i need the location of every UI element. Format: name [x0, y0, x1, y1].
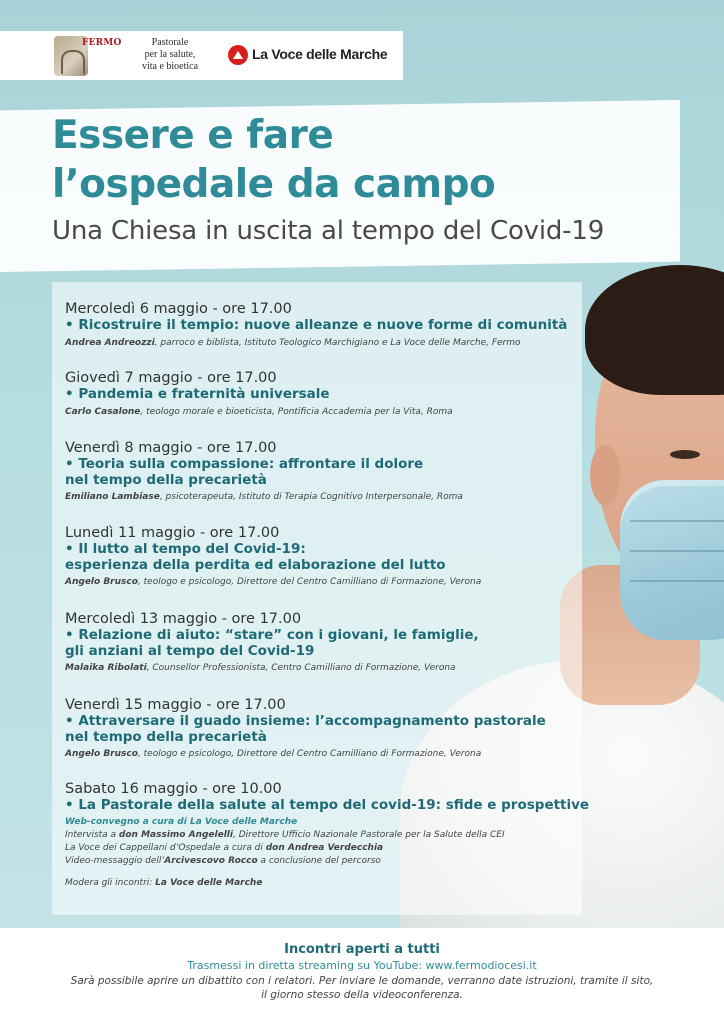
- event-item: [65, 610, 585, 674]
- event-speaker: Angelo Brusco, teologo e psicologo, Direttore del Centro Camilliano di Formazione, Verona: [65, 577, 482, 587]
- header-banner: [0, 31, 403, 80]
- event-speaker: Emiliano Lambiase, psicoterapeuta, Istituto di Terapia Cognitivo Interpersonale, Roma: [65, 492, 463, 502]
- event-item: [65, 524, 585, 588]
- footer-note-2: il giorno stesso della videoconferenza.: [261, 989, 463, 1001]
- event-talk: • Il lutto al tempo del Covid-19:: [65, 541, 306, 557]
- event-talk-cont: esperienza della perdita ed elaborazione del lutto: [65, 556, 446, 573]
- event-date: Venerdì 15 maggio - ore 17.00: [65, 697, 286, 713]
- newspaper-name: La Voce delle Marche: [252, 46, 388, 62]
- footer-note-1: Sarà possibile aprire un dibattito con i relatori. Per inviare le domande, verranno date istruzioni, tramite il sito,: [70, 975, 654, 987]
- footer-title: Incontri aperti a tutti: [284, 942, 440, 957]
- event-date: Giovedì 7 maggio - ore 17.00: [65, 370, 277, 386]
- moderator-note: Modera gli incontri: La Voce delle Marche: [65, 877, 263, 888]
- title-line-2: l’ospedale da campo: [52, 162, 496, 207]
- event-date: Sabato 16 maggio - ore 10.00: [65, 781, 282, 797]
- web-convegno-note: Web-convegno a cura di La Voce delle Marche: [65, 816, 298, 827]
- pastorale-label: Pastorale per la salute, vita e bioetica: [141, 37, 199, 72]
- event-talk: • Attraversare il guado insieme: l’accompagnamento pastorale: [65, 713, 546, 729]
- title-line-1: Essere e fare: [52, 113, 334, 158]
- event-speaker: Carlo Casalone, teologo morale e bioeticista, Pontificia Accademia per la Vita, Roma: [65, 406, 453, 417]
- event-date: Mercoledì 13 maggio - ore 17.00: [65, 611, 302, 627]
- event-talk: • Relazione di aiuto: “stare” con i giovani, le famiglie,: [65, 627, 479, 643]
- footer: [0, 928, 724, 1024]
- event-item: [65, 696, 585, 760]
- event-talk-cont: gli anziani al tempo del Covid-19: [65, 642, 315, 659]
- event-date: Venerdì 8 maggio - ore 17.00: [65, 440, 277, 456]
- diocese-label: FERMO: [82, 38, 122, 48]
- chaplains-note: La Voce dei Cappellani d’Ospedale a cura di don Andrea Verdecchia: [65, 842, 384, 853]
- event-date: Lunedì 11 maggio - ore 17.00: [65, 525, 280, 541]
- event-talk: • Pandemia e fraternità universale: [65, 386, 330, 402]
- footer-stream-link[interactable]: Trasmessi in diretta streaming su YouTube: www.fermodiocesi.it: [187, 959, 537, 972]
- event-item: [65, 369, 585, 418]
- event-talk-cont: nel tempo della precarietà: [65, 471, 267, 488]
- event-speaker: Angelo Brusco, teologo e psicologo, Direttore del Centro Camilliano di Formazione, Verona: [65, 749, 482, 759]
- newspaper-logo-icon: [228, 45, 248, 65]
- event-item: [65, 300, 585, 349]
- video-message-note: Video-messaggio dell’Arcivescovo Rocco a conclusione del percorso: [65, 855, 381, 866]
- interview-note: Intervista a don Massimo Angelelli, Direttore Ufficio Nazionale Pastorale per la Salute della CEI: [65, 829, 505, 840]
- final-event-item: [65, 780, 590, 890]
- event-talk-cont: nel tempo della precarietà: [65, 728, 267, 745]
- event-talk: • Ricostruire il tempio: nuove alleanze e nuove forme di comunità: [65, 317, 568, 333]
- event-talk: • Teoria sulla compassione: affrontare il dolore: [65, 456, 424, 472]
- subtitle: Una Chiesa in uscita al tempo del Covid-19: [52, 216, 605, 246]
- event-date: Mercoledì 6 maggio - ore 17.00: [65, 301, 292, 317]
- face-mask-icon: [620, 480, 724, 640]
- event-speaker: Andrea Andreozzi, parroco e biblista, Istituto Teologico Marchigiano e La Voce delle Marche, Fermo: [65, 337, 521, 348]
- event-item: [65, 439, 585, 503]
- event-speaker: Malaika Ribolati, Counsellor Professionista, Centro Camilliano di Formazione, Verona: [65, 663, 456, 673]
- event-talk: • La Pastorale della salute al tempo del covid-19: sfide e prospettive: [65, 797, 590, 813]
